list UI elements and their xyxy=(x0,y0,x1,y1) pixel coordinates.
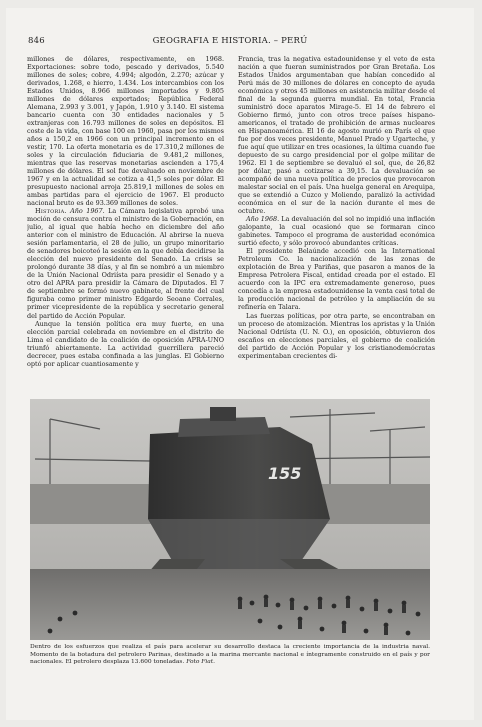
text-column-left xyxy=(27,55,224,393)
running-title: GEOGRAFIA E HISTORIA. – PERÚ xyxy=(152,36,308,46)
running-header xyxy=(28,34,432,48)
caption-text: Dentro de los esfuerzos que realiza el país para acelerar su desarrollo destaca la creciente importancia de la industria naval. Momento de la botadura del petrolero Parinas, destinado a la marina mercante nacional e íntegramente construido en el país y por nacionales. El petrolero desplaza 13.600 toneladas. xyxy=(30,644,430,666)
photo-credit: Foto Fiat. xyxy=(186,659,216,666)
hull-number: 155 xyxy=(268,464,302,483)
photo-caption xyxy=(30,644,430,667)
paragraph: El presidente Belaúnde accedió con la International Petroleum Co. la nacionalización de las zonas de explotación de Brea y Pariñas, que pasaron a manos de la Empresa Petrolera Fiscal, entidad creada por el estado. El acuerdo con la IPC era extremadamente generoso, pues concedía a la empresa estadounidense la venta casi total de la producción nacional de petróleo y la ampliación de su refinería en Talara. xyxy=(238,247,435,312)
page-number: 846 xyxy=(28,36,45,46)
ship-launch-photo xyxy=(30,399,430,640)
paragraph: Historia. Año 1967. La Cámara legislativa aprobó una moción de censura contra el ministro de la Gobernación, en julio, al igual que había hecho en diciembre del año anterior con el ministro de Educación. Al abrirse la nueva sesión parlamentaria, el 28 de julio, un grupo minoritario de senadores boicoteó la sesión en la que debía decidirse la elección del nuevo presidente del Senado. La crisis se prolongó durante 38 días, y al fin se nombró a un miembro de la Unión Nacional Odriísta para presidir el Senado y a otro del APRA para presidir la Cámara de Diputados. El 7 de septiembre se formó nuevo gabinete, al frente del cual figuraba como primer ministro Edgardo Seoane Corrales, primer vicepresidente de la república y secretario general del partido de Acción Popular. xyxy=(27,207,224,320)
paragraph: millones de dólares, respectivamente, en 1968. Exportaciones: sobre todo, pescado y derivados, 5.540 millones de soles; cobre, 4.994; algodón, 2.270; azúcar y derivados, 1.268, e hierro, 1.434. Los intercambios con los Estados Unidos, 8.966 millones importados y 9.805 millones de dólares exportados; República Federal Alemana, 2.993 y 3.001, y Japón, 1.910 y 3.140. El sistema bancario cuenta con 30 entidades nacionales y 5 extranjeras con 16.793 millones de soles en depósitos. El coste de la vida, con base 100 en 1960, pasa por los mismos años a 150,2 en 1966 con un principal incremento en el vestir, 170. La oferta monetaria es de 17.310,2 millones de soles y la circulación fiduciaria de 9.481,2 millones, mientras que las reservas monetarias ascienden a 175,4 millones de dólares. El sol fue devaluado en noviembre de 1967 y en la actualidad se cotiza a 41,5 soles por dólar. El presupuesto nacional arroja 25.819,1 millones de soles en ambas partidas para el ejercicio de 1967. El producto nacional bruto es de 93.369 millones de soles. xyxy=(27,55,224,208)
year-label: Año 1967. xyxy=(70,207,105,216)
paragraph: Año 1968. La devaluación del sol no impidió una inflación galopante, la cual ocasionó que se formaran cinco gabinetes. Tampoco el programa de austeridad económica surtió efecto, y sólo provocó abundantes críticas. xyxy=(238,215,435,248)
year-label: Año 1968. xyxy=(246,215,280,224)
paragraph: Las fuerzas políticas, por otra parte, se encontraban en un proceso de atomización. Mientras los apristas y la Unión Nacional Odriísta (U. N. O.), en oposición, obtuvieron dos escaños en elecciones parciales, el gobierno de coalición del partido de Acción Popular y los cristianodemócratas experimentaban crecientes di- xyxy=(238,311,435,360)
paragraph: Aunque la tensión política era muy fuerte, en una elección parcial celebrada en noviembre en el distrito de Lima el candidato de la coalición de oposición APRA-UNO triunfó abiertamente. La actividad guerrillera pareció decrecer, pues estaba confinada a las junglas. El Gobierno optó por aplicar cuantiosamente y xyxy=(27,319,224,368)
section-label: Historia. xyxy=(35,207,67,216)
paragraph: Francia, tras la negativa estadounidense y el veto de esta nación a que fueran suministrados por Gran Bretaña. Los Estados Unidos argumentaban que habían concedido al Perú más de 30 millones de dólares en concepto de ayuda económica y otros 45 millones en asistencia militar desde el final de la segunda guerra mundial. En total, Francia suministró doce aparatos Mirage-5. El 14 de febrero el Gobierno firmó, junto con otros trece países hispano-americanos, el tratado de prohibición de armas nucleares en Hispanoamérica. El 16 de agosto murió en París el que fue por dos veces presidente, Manuel Prado y Ugarteche, y fue aquí que utilizar en tres ocasiones, la última cuando fue depuesto de su cargo presidencial por el golpe militar de 1962. El 1 de septiembre se devaluó el sol, que, de 26,82 por dólar, pasó a cotizarse a 39,15. La devaluación se acompañó de una nueva política de precios que provocaron malestar social en el país. Una huelga general en Arequipa, que se extendió a Cuzco y Moliendo, paralizó la actividad económica en el sur de la nación durante el mes de octubre. xyxy=(238,55,435,216)
text-column-right xyxy=(238,55,435,393)
